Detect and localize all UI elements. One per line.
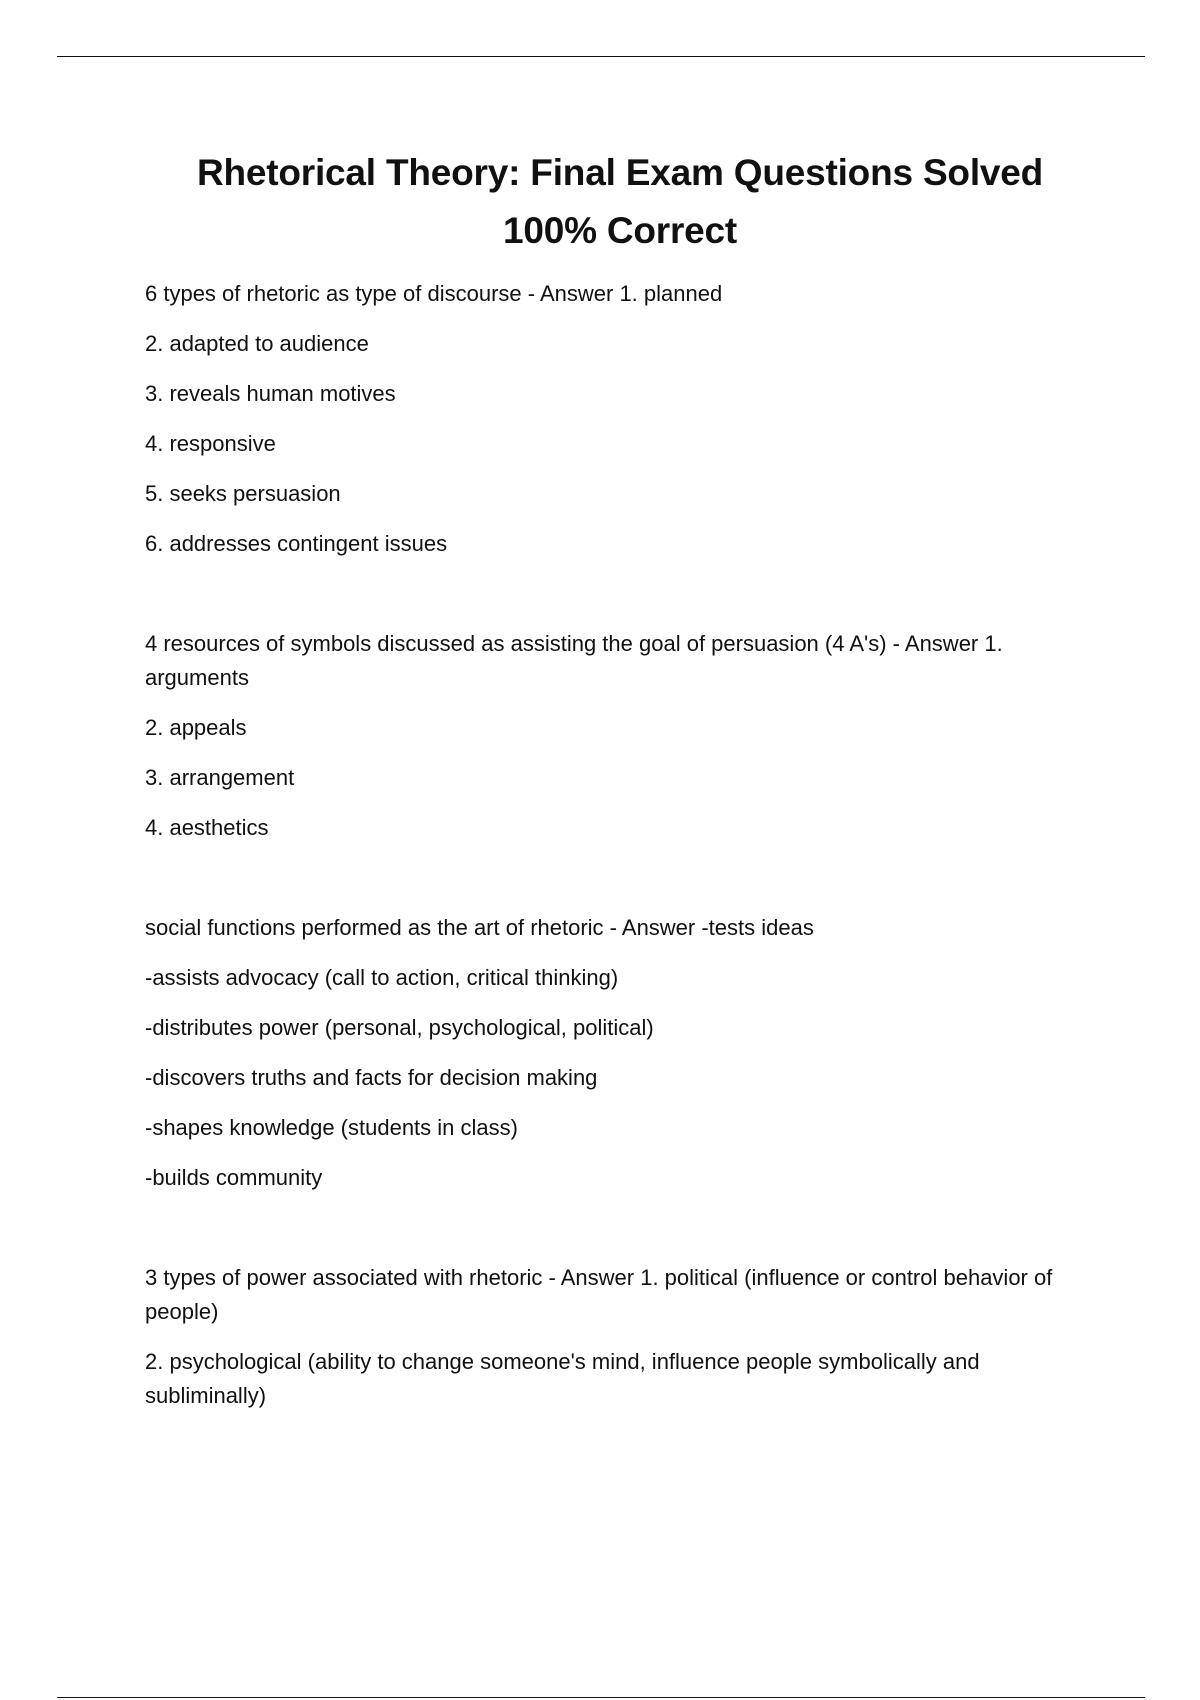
title-line-1: Rhetorical Theory: Final Exam Questions Solved [196, 152, 1044, 193]
answer-line: 4. aesthetics [145, 815, 269, 840]
answer-line: 3. arrangement [145, 765, 295, 790]
answer-line: 4. responsive [145, 431, 276, 456]
page-title [120, 144, 1120, 260]
question-1: 6 types of rhetoric as type of discourse - Answer 1. planned [145, 281, 723, 306]
answer-line: 6. addresses contingent issues [145, 531, 448, 556]
question-2: 4 resources of symbols discussed as assisting the goal of persuasion (4 A's) - Answer 1. arguments [145, 631, 1003, 690]
answer-line: 2. appeals [145, 715, 247, 740]
qa-block-1 [145, 277, 1075, 561]
answer-line: 2. adapted to audience [145, 331, 369, 356]
answer-line: 3. reveals human motives [145, 381, 396, 406]
answer-line: 5. seeks persuasion [145, 481, 341, 506]
qa-block-4 [145, 1261, 1075, 1413]
answer-line: 2. psychological (ability to change someone's mind, influence people symbolically and subliminally) [145, 1349, 980, 1408]
qa-block-2 [145, 627, 1075, 845]
block-spacer [145, 577, 1075, 627]
block-spacer [145, 861, 1075, 911]
title-line-2: 100% Correct [502, 210, 738, 251]
answer-line: -shapes knowledge (students in class) [145, 1115, 518, 1140]
answer-line: -discovers truths and facts for decision making [145, 1065, 598, 1090]
answer-line: -distributes power (personal, psychological, political) [145, 1015, 654, 1040]
answer-line: -assists advocacy (call to action, critical thinking) [145, 965, 619, 990]
qa-block-3 [145, 911, 1075, 1195]
bottom-rule [57, 1697, 1145, 1698]
question-4: 3 types of power associated with rhetoric - Answer 1. political (influence or control behavior of people) [145, 1265, 1053, 1324]
question-3: social functions performed as the art of rhetoric - Answer -tests ideas [145, 915, 814, 940]
qa-content [145, 277, 1075, 1429]
answer-line: -builds community [145, 1165, 323, 1190]
top-rule [57, 56, 1145, 57]
block-spacer [145, 1211, 1075, 1261]
